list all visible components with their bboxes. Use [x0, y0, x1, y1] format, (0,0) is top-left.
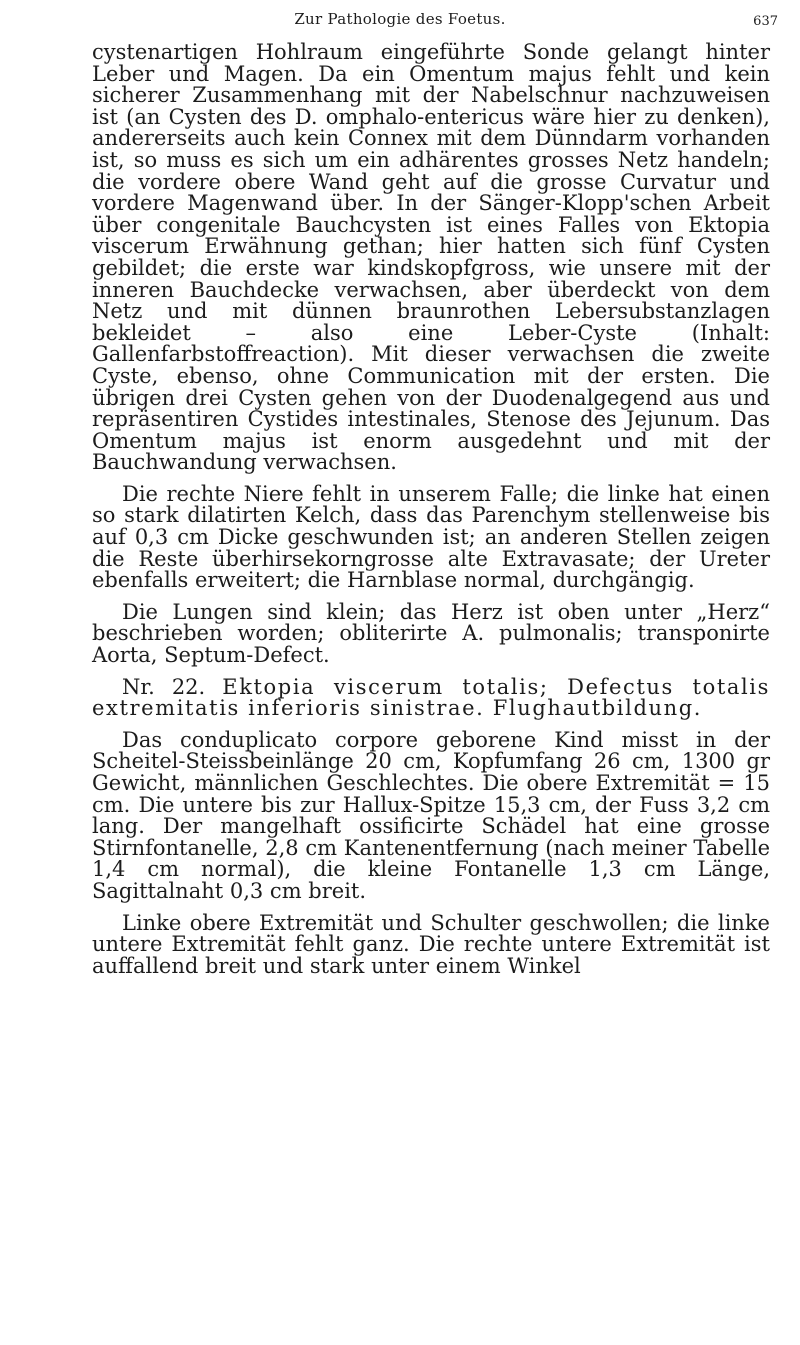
paragraph [92, 42, 770, 474]
page-number: 637 [753, 14, 778, 29]
running-head [0, 6, 800, 36]
running-title: Zur Pathologie des Foetus. [294, 10, 506, 28]
text-run: Das conduplicato corpore geborene Kind misst in der Scheitel-Steissbeinlänge 20 cm, Kopfumfang 26 cm, 1300 gr Gewicht, männlichen Geschlechtes. Die obere Extremität = 15 cm. Die untere bis zur Hallux-Spitze 15,3 cm, der Fuss 3,2 cm lang. Der mangelhaft ossificirte Schädel hat eine grosse Stirnfontanelle, 2,8 cm Kantenentfernung (nach meiner Tabelle 1,4 cm normal), die kleine Fontanelle 1,3 cm Länge, Sagittalnaht 0,3 cm breit. [92, 727, 770, 903]
paragraph [92, 599, 770, 668]
body-text [92, 42, 770, 987]
paragraph [92, 481, 770, 593]
paragraph [92, 727, 770, 903]
spaced-text: Ektopia viscerum totalis; Defectus totalis extremitatis inferioris sinistrae. Flughautbildung. [92, 674, 770, 721]
text-run: cystenartigen Hohlraum eingeführte Sonde gelangt hinter Leber und Magen. Da ein Omentum majus fehlt und kein sicherer Zusammenhang mit der Nabelschnur nachzuweisen ist (an Cysten des D. omphalo-entericus wäre hier zu denken), andererseits auch kein Connex mit dem Dünndarm vorhanden ist, so muss es sich um ein adhärentes grosses Netz handeln; die vordere obere Wand geht auf die grosse Curvatur und vordere Magenwand über. In der Sänger-Klopp'schen Arbeit über congenitale Bauchcysten ist eines Falles von Ektopia viscerum Erwähnung gethan; hier hatten sich fünf Cysten gebildet; die erste war kindskopfgross, wie unsere mit der inneren Bauchdecke verwachsen, aber überdeckt von dem Netz und mit dünnen braunrothen Lebersubstanzlagen bekleidet – also eine Leber-Cyste (Inhalt: Gallenfarbstoffreaction). Mit dieser verwachsen die zweite Cyste, ebenso, ohne Communication mit der ersten. Die übrigen drei Cysten gehen von der Duodenalgegend aus und repräsentiren Cystides intestinales, Stenose des Jejunum. Das Omentum majus ist enorm ausgedehnt und mit der Bauchwandung verwachsen. [92, 40, 770, 475]
text-run: Linke obere Extremität und Schulter geschwollen; die linke untere Extremität fehlt ganz. Die rechte untere Extremität ist auffallend breit und stark unter einem Winkel [92, 910, 770, 978]
text-run: Die Lungen sind klein; das Herz ist oben unter „Herz“ beschrieben worden; obliterirte A. pulmonalis; transponirte Aorta, Septum-Defect. [92, 599, 770, 668]
paragraph [92, 910, 770, 978]
text-run: Die rechte Niere fehlt in unserem Falle; die linke hat einen so stark dilatirten Kelch, dass das Parenchym stellenweise bis auf 0,3 cm Dicke geschwunden ist; an anderen Stellen zeigen die Reste überhirsekorngrosse alte Extravasate; der Ureter ebenfalls erweitert; die Harnblase normal, durchgängig. [92, 481, 770, 593]
text-run: Nr. 22. [122, 674, 223, 699]
paragraph [92, 674, 770, 721]
